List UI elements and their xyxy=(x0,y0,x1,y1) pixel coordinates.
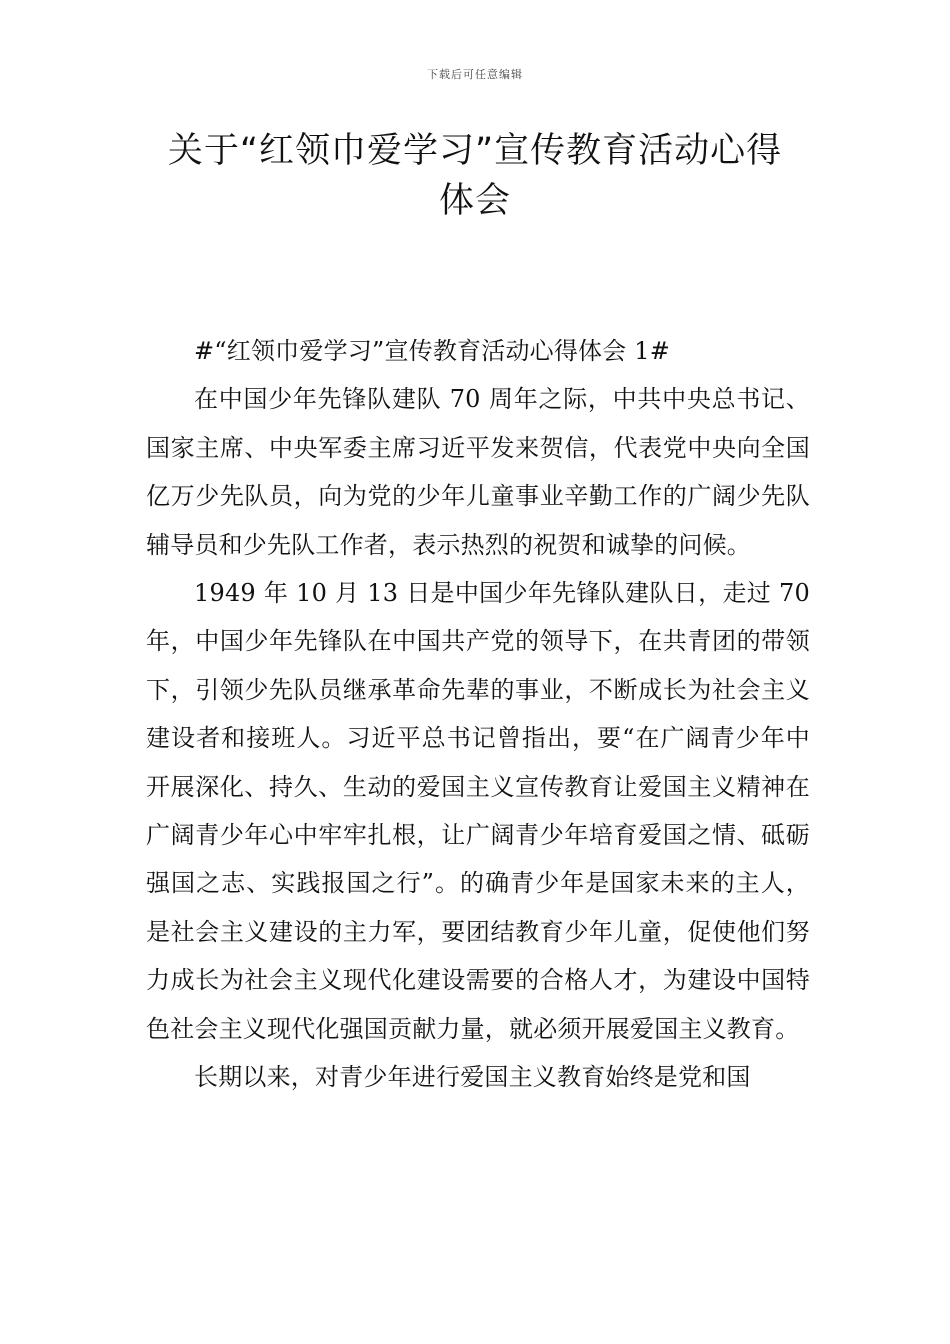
paragraph-1: 在中国少年先锋队建队 70 周年之际，中共中央总书记、国家主席、中央军委主席习近平发来贺信，代表党中央向全国亿万少先队员，向为党的少年儿童事业辛勤工作的广阔少先队辅导员和少先队工作者，表示热烈的祝贺和诚挚的问候。 xyxy=(146,385,810,559)
section-heading: #“红领巾爱学习”宣传教育活动心得体会 1# xyxy=(194,337,671,365)
title-line-1: 关于“红领巾爱学习”宣传教育活动心得 xyxy=(167,131,783,171)
paragraph-3: 长期以来，对青少年进行爱国主义教育始终是党和国 xyxy=(194,1063,751,1092)
header-note: 下载后可任意编辑 xyxy=(427,68,523,81)
paragraph-2: 1949 年 10 月 13 日是中国少年先锋队建队日，走过 70 年，中国少年先锋队在中国共产党的领导下，在共青团的带领下，引领少先队员继承革命先辈的事业，不断成长为社会主义建设者和接班人。习近平总书记曾指出，要“在广阔青少年中开展深化、持久、生动的爱国主义宣传教育让爱国主义精神在广阔青少年心中牢牢扎根，让广阔青少年培育爱国之情、砥砺强国之志、实践报国之行”。的确青少年是国家未来的主人，是社会主义建设的主力军，要团结教育少年儿童，促使他们努力成长为社会主义现代化建设需要的合格人才，为建设中国特色社会主义现代化强国贡献力量，就必须开展爱国主义教育。 xyxy=(146,579,810,1043)
document-title xyxy=(140,126,810,226)
title-line-2: 体会 xyxy=(438,181,511,221)
document-body xyxy=(146,327,810,1102)
